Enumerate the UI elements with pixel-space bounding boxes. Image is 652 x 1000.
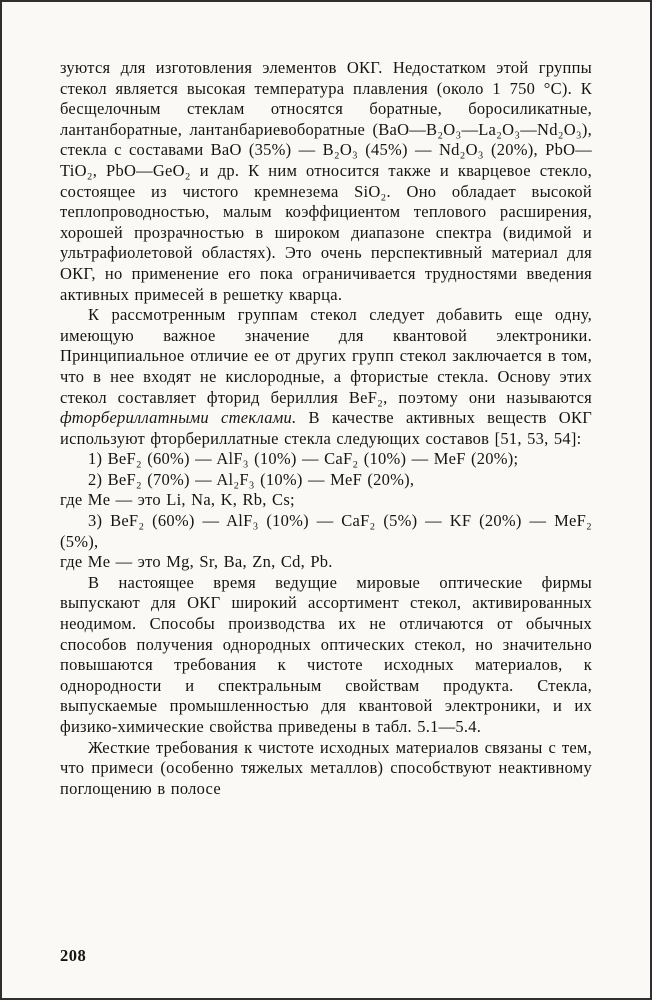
composition-list-item-1: 1) BeF₂ (60%) — AlF₃ (10%) — CaF₂ (10%) — MeF (20%);	[88, 449, 519, 469]
paragraph-industry-glasses: В настоящее время ведущие мировые оптические фирмы выпускают для ОКГ широкий ассортимент стекол, активированных неодимом. Способы производства их не отличаются от обычных способов получения однородных оптических стекол, но значительно повышаются требования к чистоте исходных материалов, к однородности и спектральным свойствам продукта. Стекла, выпускаемые промышленностью для квантовой электроники, и их физико-химические свойства приведены в табл. 5.1—5.4.	[60, 572, 592, 736]
page-text-block	[60, 58, 592, 799]
composition-list-item-3: 3) BeF₂ (60%) — AlF₃ (10%) — CaF₂ (5%) — KF (20%) — MeF₂ (5%),	[60, 511, 592, 551]
composition-list-item-2: 2) BeF₂ (70%) — Al₂F₃ (10%) — MeF (20%),	[88, 469, 415, 489]
composition-list-item-3-note: где Me — это Mg, Sr, Ba, Zn, Cd, Pb.	[60, 552, 333, 572]
paragraph-purity-requirements: Жесткие требования к чистоте исходных материалов связаны с тем, что примеси (особенно тяжелых металлов) способствуют неактивному поглощению в полосе	[60, 737, 592, 798]
paragraph-fluoride-glasses	[60, 305, 592, 449]
paragraph-continuation: зуются для изготовления элементов ОКГ. Недостатком этой группы стекол является высокая температура плавления (около 1 750 °С). К бесщелочным стеклам относятся боратные, боросиликатные, лантанборатные, лантанбариевоборатные (BaO—B₂O₃—La₂O₃—Nd₂O₃), стекла с составами BaO (35%) — B₂O₃ (45%) — Nd₂O₃ (20%), PbO—TiO₂, PbO—GeO₂ и др. К ним относится также и кварцевое стекло, состоящее из чистого кремнезема SiO₂. Оно обладает высокой теплопроводностью, малым коэффициентом теплового расширения, хорошей прозрачностью в широком диапазоне спектра (видимой и ультрафиолетовой областях). Это очень перспективный материал для ОКГ, но применение его пока ограничивается трудностями введения активных примесей в решетку кварца.	[60, 58, 592, 304]
paragraph-segment: К рассмотренным группам стекол следует добавить еще одну, имеющую важное значение для квантовой электроники. Принципиальное отличие ее от других групп стекол заключается в том, что в нее входят не кислородные, а фтористые стекла. Основу этих стекол составляет фторид бериллия BeF₂, поэтому они называются	[60, 305, 592, 407]
paragraph-segment-italic-term: фторбериллатными стеклами.	[60, 408, 297, 428]
paragraph-segment: В качестве активных веществ ОКГ используют фторбериллатные стекла следующих составов [51, 53, 54]:	[60, 408, 592, 448]
page-number: 208	[60, 946, 87, 965]
composition-list-item-2-note: где Me — это Li, Na, K, Rb, Cs;	[60, 490, 295, 510]
